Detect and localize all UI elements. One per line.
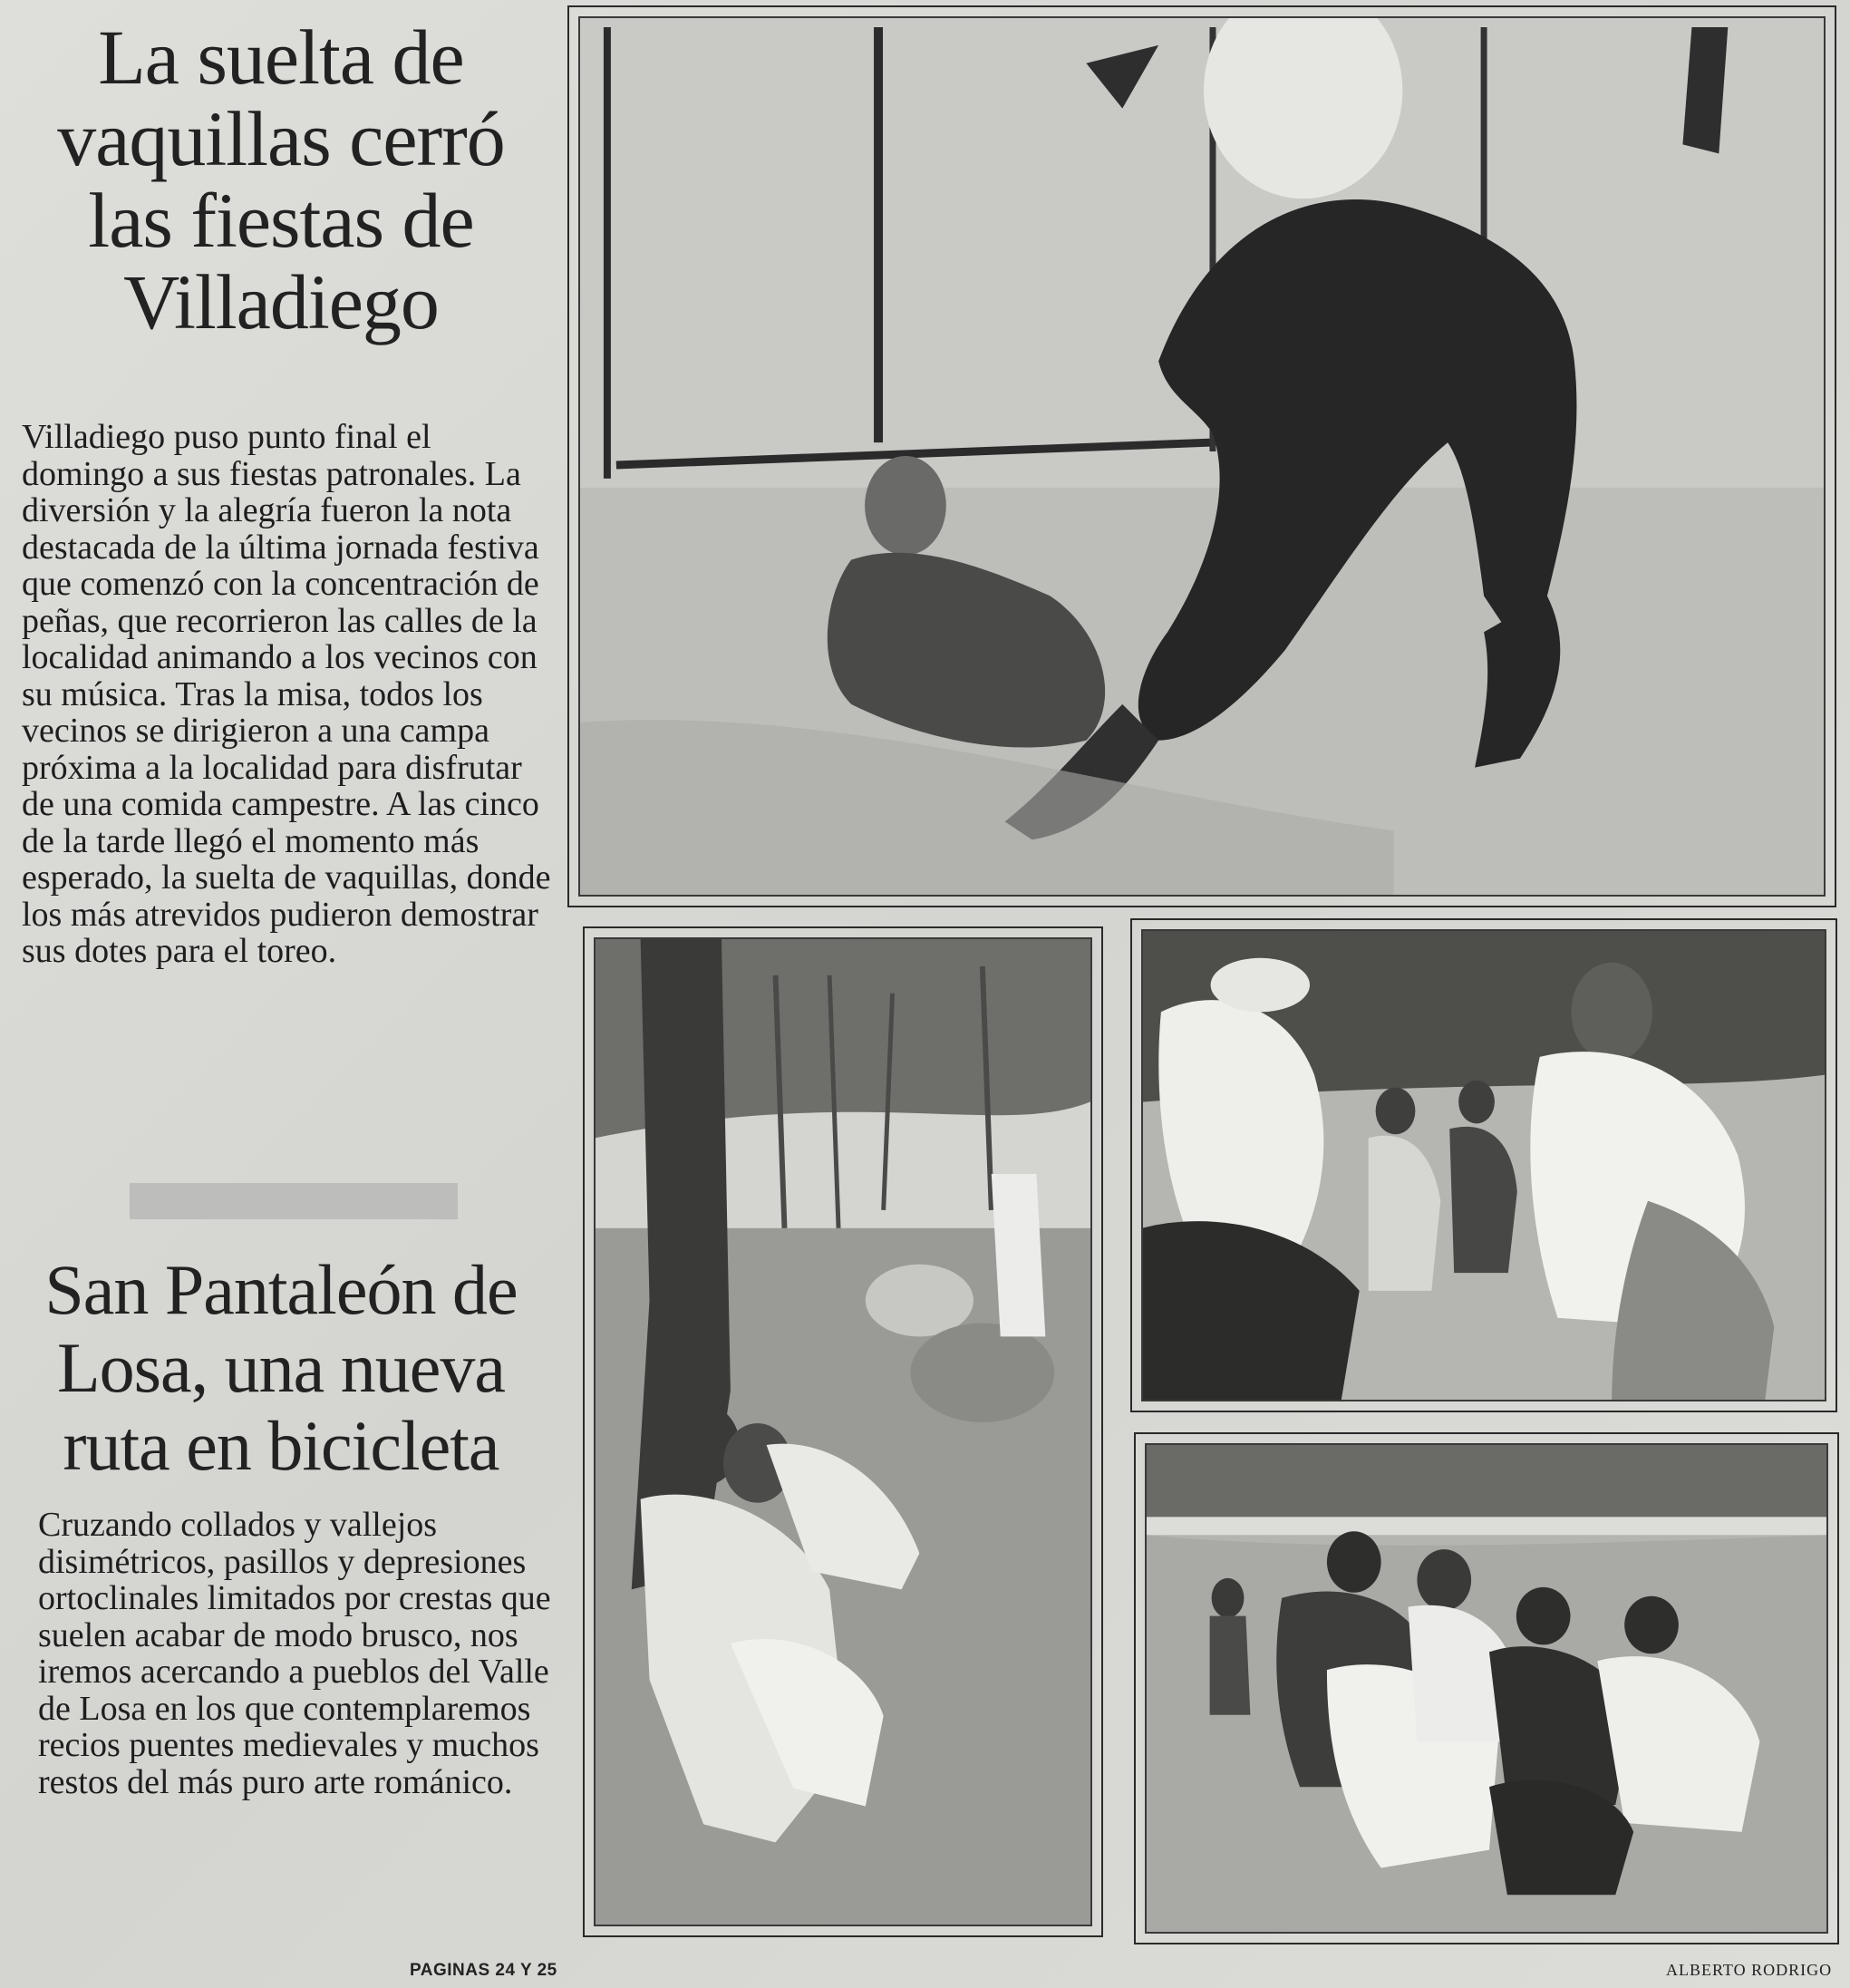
photo-men-in-crowd — [1130, 918, 1837, 1412]
photo-bull-charging — [567, 5, 1836, 907]
section-divider-bar — [130, 1183, 458, 1219]
article-body-san-pantaleon: Cruzando collados y vallejos disimétricos, pasillos y depresiones ortoclinales limitados por crestas que suelen acabar de modo brusco, nos iremos acercando a pueblos del Valle de Losa en los que contemplaremos recios puentes medievales y muchos restos del más puro arte románico. — [38, 1506, 551, 1801]
photo-credit: ALBERTO RODRIGO — [1666, 1961, 1833, 1979]
article-body-villadiego: Villadiego puso punto final el domingo a sus fiestas patronales. La diversión y la alegría fueron la nota destacada de la última jornada festiva que comenzó con la concentración de peñas, que recorrieron las calles de la localidad animando a los vecinos con su música. Tras la misa, todos los vecinos se dirigieron a una campa próxima a la localidad para disfrutar de una comida campestre. A las cinco de la tarde llegó el momento más esperado, la suelta de vaquillas, donde los más atrevidos pudieron demostrar sus dotes para el toreo. — [22, 418, 551, 970]
page-reference: PAGINAS 24 Y 25 — [410, 1961, 557, 1980]
photo-group-holding-calf — [1134, 1432, 1839, 1944]
headline-san-pantaleon: San Pantaleón de Losa, una nueva ruta en bicicleta — [44, 1250, 518, 1485]
photo-picnic-under-trees — [583, 926, 1103, 1937]
headline-villadiego: La suelta de vaquillas cerró las fiestas de Villadiego — [57, 14, 505, 345]
